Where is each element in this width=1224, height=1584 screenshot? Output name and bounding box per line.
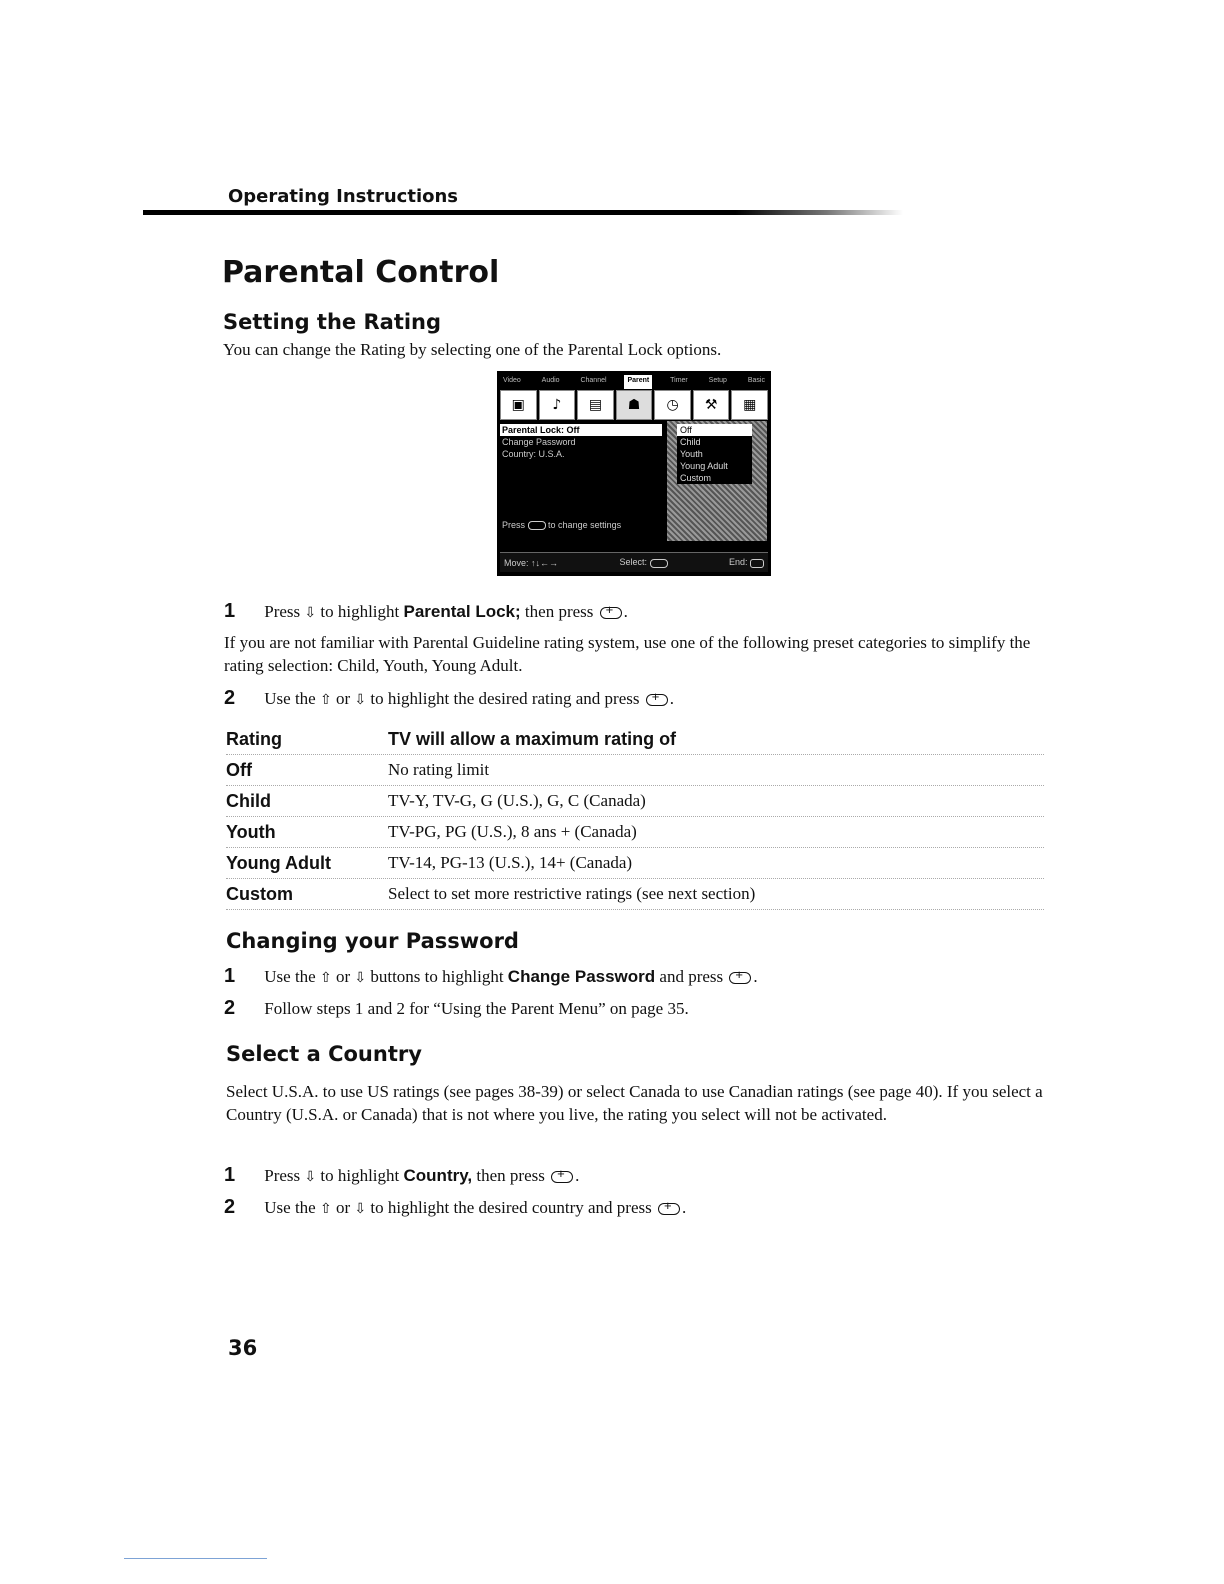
channel-icon: ▤ [577,390,614,420]
table-row: Child TV-Y, TV-G, G (U.S.), G, C (Canada) [226,786,1044,817]
table-row: Custom Select to set more restrictive ratings (see next section) [226,879,1044,910]
enter-button-icon [528,521,546,530]
down-arrow-icon: ⇩ [354,692,367,708]
rating-step-1: 1 Press ⇩ to highlight Parental Lock; then press + . [224,600,628,623]
up-arrow-icon: ⇧ [319,970,332,986]
parent-icon: ☗ [616,390,653,420]
tv-submenu-young-adult: Young Adult [680,461,728,471]
section-header: Operating Instructions [228,186,459,207]
country-step-1: 1 Press ⇩ to highlight Country, then press + . [224,1164,579,1187]
table-header-row [226,724,1044,755]
enter-button-icon [658,1203,680,1215]
tv-rating-submenu [667,421,767,541]
country-step-2: 2 Use the ⇧ or ⇩ to highlight the desired country and press + . [224,1196,686,1219]
column-header-allow: TV will allow a maximum rating of [388,728,677,749]
page-number: 36 [228,1336,258,1360]
header-rule [143,210,903,215]
audio-icon: ♪ [539,390,576,420]
tv-tab-channel: Channel [580,377,607,384]
tv-press-hint: Press to change settings [502,520,622,530]
down-arrow-icon: ⇩ [304,605,317,621]
timer-icon: ◷ [654,390,691,420]
tv-footer-select: Select: [619,557,667,567]
tv-tab-parent: Parent [624,375,652,389]
bottom-divider [124,1558,267,1559]
tv-submenu-custom: Custom [680,473,712,483]
select-country-heading: Select a Country [226,1042,422,1066]
move-arrows-icon: ↑↓←→ [531,557,559,568]
down-arrow-icon: ⇩ [354,970,367,986]
tv-tab-setup: Setup [708,377,727,384]
tv-tab-video: Video [503,377,521,384]
setting-rating-intro: You can change the Rating by selecting one of the Parental Lock options. [223,340,722,359]
enter-button-icon [650,559,668,568]
enter-button-icon [729,972,751,984]
tv-tab-timer: Timer [670,377,688,384]
tv-tab-audio: Audio [541,377,560,384]
up-arrow-icon: ⇧ [319,692,332,708]
tv-footer-end: End: [729,557,764,567]
tv-submenu-off: Off [677,424,752,436]
table-row: Youth TV-PG, PG (U.S.), 8 ans + (Canada) [226,817,1044,848]
tv-submenu-youth: Youth [680,449,703,459]
tv-tab-basic: Basic [747,377,765,384]
tv-submenu-child: Child [680,437,701,447]
tv-footer-move: Move: ↑↓←→ [504,557,559,568]
enter-button-icon [551,1171,573,1183]
tv-menu-item-change-password: Change Password [502,437,576,447]
tv-menu-screenshot [497,371,771,576]
setting-rating-heading: Setting the Rating [223,310,442,334]
select-country-paragraph: Select U.S.A. to use US ratings (see pages 38-39) or select Canada to use Canadian ratings (see page 40). If you select a Country (U.S.A. or Canada) that is not where you live, the rating you select will not be activated. [226,1082,1043,1124]
page-title: Parental Control [222,255,500,290]
tv-menu-icons [500,390,768,420]
up-arrow-icon: ⇧ [319,1201,332,1217]
basic-icon: ▦ [731,390,768,420]
enter-button-icon [600,607,622,619]
rating-table [226,724,1044,910]
down-arrow-icon: ⇩ [304,1169,317,1185]
enter-button-icon [646,694,668,706]
table-row: Off No rating limit [226,755,1044,786]
down-arrow-icon: ⇩ [354,1201,367,1217]
column-header-rating: Rating [226,728,282,749]
password-step-2: 2 Follow steps 1 and 2 for “Using the Parent Menu” on page 35. [224,997,689,1019]
password-step-1: 1 Use the ⇧ or ⇩ buttons to highlight Change Password and press + . [224,965,758,988]
table-row: Young Adult TV-14, PG-13 (U.S.), 14+ (Canada) [226,848,1044,879]
tv-footer-bar [500,552,768,572]
changing-password-heading: Changing your Password [226,929,519,953]
rating-step-2: 2 Use the ⇧ or ⇩ to highlight the desired rating and press + . [224,687,674,710]
tv-menu-item-country: Country: U.S.A. [502,449,565,459]
video-icon: ▣ [500,390,537,420]
menu-button-icon [750,559,764,568]
tv-menu-item-parental-lock: Parental Lock: Off [500,424,662,436]
setup-icon: ⚒ [693,390,730,420]
tv-menu-tabs [500,375,768,389]
rating-guideline-paragraph: If you are not familiar with Parental Guideline rating system, use one of the following preset categories to simplify the rating selection: Child, Youth, Young Adult. [224,633,1031,675]
